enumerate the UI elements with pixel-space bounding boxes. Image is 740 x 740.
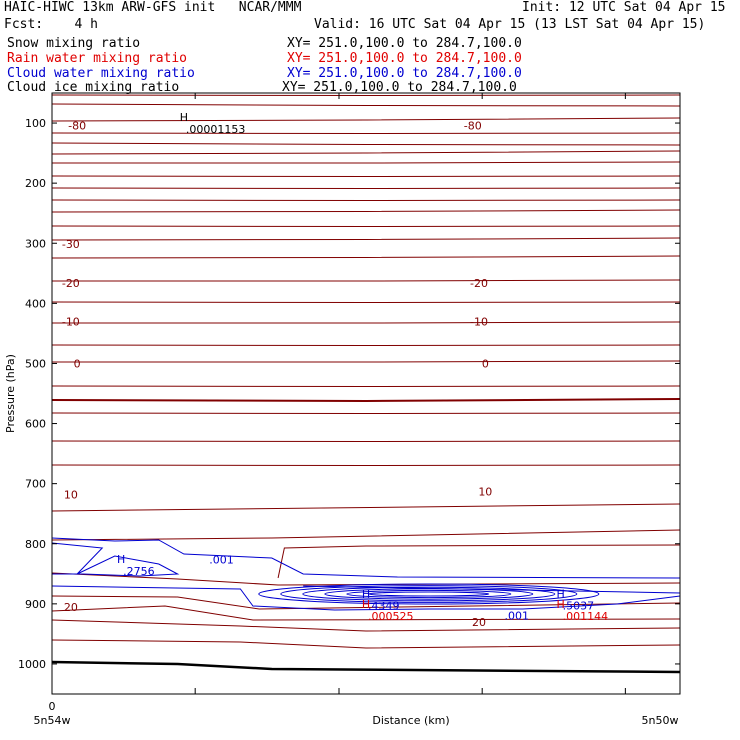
theta-contour: [52, 640, 680, 648]
field-cloudwater-label: Cloud water mixing ratio: [7, 66, 195, 81]
temperature-label: 0: [73, 357, 81, 371]
field-cloudwater-xy: XY= 251.0,100.0 to 284.7,100.0: [287, 66, 522, 81]
header-forecast-hour: Fcst: 4 h: [4, 17, 98, 32]
theta-contour: [52, 280, 680, 281]
temperature-label: 10: [478, 485, 493, 499]
temperature-label: -10: [470, 315, 489, 329]
x-tick-label: 0: [48, 700, 56, 713]
x-end-label-right: 5n50w: [641, 714, 679, 727]
mixing-ratio-label: .001: [209, 553, 234, 567]
extremum-value: .4349: [368, 599, 400, 613]
y-axis-label: Pressure (hPa): [4, 354, 17, 433]
theta-contour: [52, 465, 680, 466]
theta-contour: [52, 322, 680, 323]
theta-contour: [52, 238, 680, 240]
y-tick-label: 500: [25, 357, 46, 371]
theta-contour: [52, 104, 680, 106]
y-tick-label: 300: [25, 237, 46, 251]
theta-contour: [52, 413, 680, 414]
theta-contour: [52, 386, 680, 387]
header-title: HAIC-HIWC 13km ARW-GFS init NCAR/MMM: [4, 0, 302, 15]
theta-contour: [52, 188, 680, 189]
field-rain-label: Rain water mixing ratio: [7, 51, 188, 66]
field-cloudice-label: Cloud ice mixing ratio: [7, 80, 180, 95]
theta-contour: [52, 133, 680, 134]
theta-contour: [52, 176, 680, 177]
theta-contour: [278, 545, 680, 578]
y-tick-label: 100: [25, 117, 46, 131]
extremum-marker: H: [116, 552, 126, 566]
y-tick-label: 800: [25, 537, 46, 551]
theta-contour: [52, 118, 680, 121]
extremum-marker: H: [361, 597, 371, 611]
x-axis-label: Distance (km): [372, 714, 450, 727]
y-tick-label: 1000: [18, 657, 46, 671]
extremum-value: .5037: [562, 599, 595, 613]
theta-contour: [52, 95, 680, 96]
theta-contour: [52, 200, 680, 201]
temperature-label: -30: [61, 237, 80, 251]
surface-line: [52, 662, 680, 672]
y-tick-label: 600: [25, 417, 46, 431]
cloud-water-contour: [52, 543, 178, 576]
theta-contour: [52, 345, 680, 346]
cloud-water-contour: [347, 590, 511, 597]
theta-contour: [52, 361, 680, 362]
y-tick-label: 200: [25, 177, 46, 191]
temperature-label: -80: [463, 119, 482, 133]
theta-contour: [52, 504, 680, 511]
theta-contour: [52, 256, 680, 258]
y-tick-label: 400: [25, 297, 46, 311]
field-snow-xy: XY= 251.0,100.0 to 284.7,100.0: [287, 36, 522, 51]
field-rain-xy: XY= 251.0,100.0 to 284.7,100.0: [287, 51, 522, 66]
theta-contour: [52, 226, 680, 227]
theta-contour: [52, 151, 680, 154]
temperature-label: 20: [63, 600, 78, 614]
theta-contour: [52, 210, 680, 212]
extremum-marker: H: [361, 587, 371, 601]
y-tick-label: 900: [25, 597, 46, 611]
temperature-contours: [52, 95, 680, 672]
extremum-marker: H: [179, 111, 189, 125]
theta-contour: [52, 143, 680, 145]
header-valid-time: Valid: 16 UTC Sat 04 Apr 15 (13 LST Sat 04 Apr 15): [314, 17, 706, 32]
extremum-value: .2756: [123, 564, 155, 578]
theta-contour: [52, 162, 680, 163]
mixing-ratio-label: .001: [504, 609, 529, 623]
freezing-contour: [52, 399, 680, 401]
temperature-label: 20: [472, 615, 487, 629]
temperature-label: 0: [481, 357, 489, 371]
extremum-value: .000525: [368, 609, 414, 623]
temperature-label: 10: [63, 488, 78, 502]
extremum-marker: H: [556, 587, 565, 601]
theta-contour: [52, 441, 680, 442]
header-init-time: Init: 12 UTC Sat 04 Apr 15: [522, 0, 726, 15]
temperature-label: -20: [470, 276, 489, 290]
temperature-label: -10: [61, 315, 80, 329]
theta-contour: [52, 530, 680, 540]
temperature-label: -20: [61, 276, 80, 290]
temperature-label: -80: [68, 119, 87, 133]
x-end-label-left: 5n54w: [33, 714, 71, 727]
field-cloudice-xy: XY= 251.0,100.0 to 284.7,100.0: [282, 80, 517, 95]
chart-labels: [4, 111, 678, 727]
theta-contour: [52, 302, 680, 303]
extremum-value: .00001153: [185, 123, 246, 137]
cloud-water-contour: [369, 592, 489, 596]
field-snow-label: Snow mixing ratio: [7, 36, 141, 51]
extremum-marker: H: [556, 597, 565, 611]
extremum-value: .001144: [562, 609, 609, 623]
y-tick-label: 700: [25, 477, 46, 491]
